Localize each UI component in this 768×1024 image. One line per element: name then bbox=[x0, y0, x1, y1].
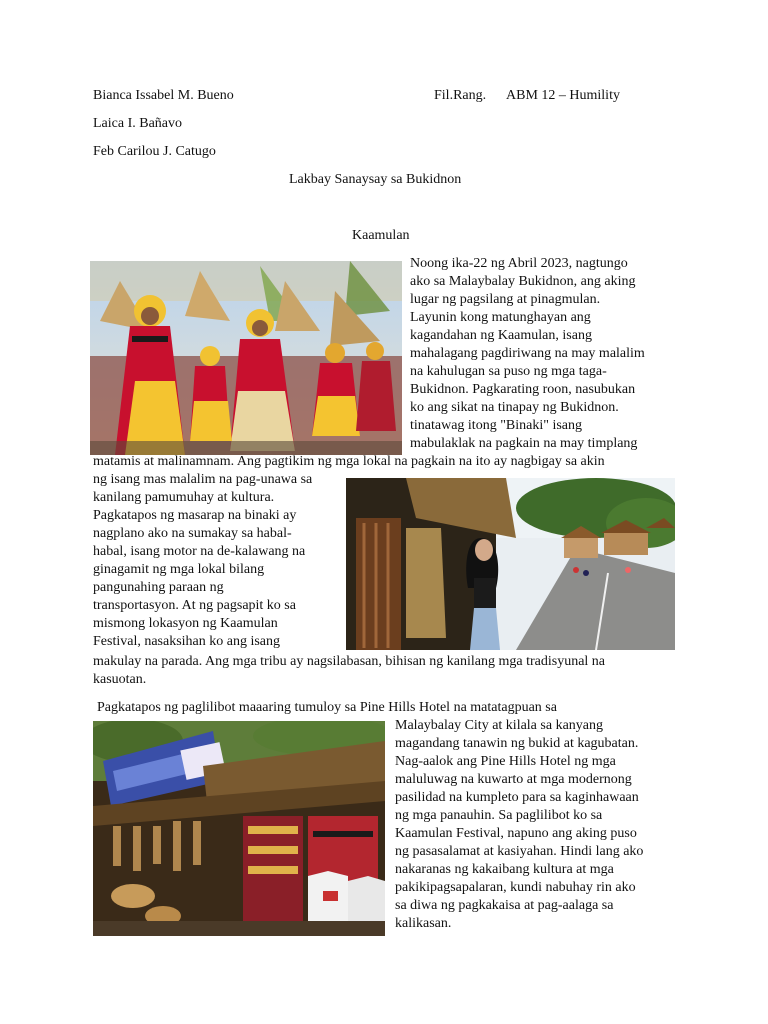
author-name-2: Laica I. Bañavo bbox=[93, 116, 183, 131]
section-name: ABM 12 – Humility bbox=[506, 88, 620, 103]
text-line: mismong lokasyon ng Kaamulan bbox=[93, 616, 278, 631]
text-line: Pagkatapos ng paglilibot maaaring tumuloy sa Pine Hills Hotel na matatagpuan sa bbox=[97, 700, 557, 715]
text-line: ng pasasalamat at kasiyahan. Hindi lang ako bbox=[395, 844, 644, 859]
text-line: pasilidad na kumpleto para sa kaginhawaan bbox=[395, 790, 639, 805]
text-line: Noong ika-22 ng Abril 2023, nagtungo bbox=[410, 256, 628, 271]
text-line: Kaamulan Festival, napuno ang aking puso bbox=[395, 826, 637, 841]
text-line: ako sa Malaybalay Bukidnon, ang aking bbox=[410, 274, 636, 289]
text-line: kagandahan ng Kaamulan, isang bbox=[410, 328, 592, 343]
author-name-3: Feb Carilou J. Catugo bbox=[93, 144, 216, 159]
text-line: ng isang mas malalim na pag-unawa sa bbox=[93, 472, 313, 487]
text-line: nagplano ako na sumakay sa habal- bbox=[93, 526, 292, 541]
text-line: nakaranas ng kakaibang kultura at mga bbox=[395, 862, 614, 877]
text-line: ginagamit ng mga lokal bilang bbox=[93, 562, 265, 577]
text-line: pangunahing paraan ng bbox=[93, 580, 224, 595]
author-name-1: Bianca Issabel M. Bueno bbox=[93, 88, 234, 103]
section-heading: Kaamulan bbox=[352, 228, 410, 243]
text-line: Layunin kong matunghayan ang bbox=[410, 310, 591, 325]
text-line: mabulaklak na pagkain na may timplang bbox=[410, 436, 638, 451]
market-stall-photo bbox=[93, 721, 385, 936]
text-line: habal, isang motor na de-kalawang na bbox=[93, 544, 306, 559]
text-line: magandang tanawin ng bukid at kagubatan. bbox=[395, 736, 639, 751]
text-line: sa diwa ng pagkakaisa at pag-aalaga sa bbox=[395, 898, 614, 913]
text-line: Pagkatapos ng masarap na binaki ay bbox=[93, 508, 297, 523]
document-title: Lakbay Sanaysay sa Bukidnon bbox=[289, 172, 462, 187]
text-line: ko ang sikat na tinapay ng Bukidnon. bbox=[410, 400, 619, 415]
text-line: transportasyon. At ng pagsapit ko sa bbox=[93, 598, 296, 613]
text-line: ng mga panauhin. Sa paglilibot ko sa bbox=[395, 808, 603, 823]
course-code: Fil.Rang. bbox=[434, 88, 487, 103]
text-line: pakikipagsapalaran, kundi nabuhay rin ako bbox=[395, 880, 636, 895]
text-line: Nag-aalok ang Pine Hills Hotel ng mga bbox=[395, 754, 616, 769]
text-line: Malaybalay City at kilala sa kanyang bbox=[395, 718, 603, 733]
text-line: tinatawag itong "Binaki" isang bbox=[410, 418, 583, 433]
text-line: mahalagang pagdiriwang na may malalim bbox=[410, 346, 645, 361]
text-line: na kahulugan sa puso ng mga taga- bbox=[410, 364, 607, 379]
text-line: Festival, nasaksihan ko ang isang bbox=[93, 634, 281, 649]
text-line: makulay na parada. Ang mga tribu ay nagsilabasan, bihisan ng kanilang mga tradisyunal na bbox=[93, 654, 606, 669]
festival-dancers-photo bbox=[90, 261, 402, 455]
text-line: kasuotan. bbox=[93, 672, 147, 687]
text-line: matamis at malinamnam. Ang pagtikim ng mga lokal na pagkain na ito ay nagbigay sa akin bbox=[93, 454, 605, 469]
text-line: lugar ng pagsilang at pinagmulan. bbox=[410, 292, 601, 307]
text-line: Bukidnon. Pagkarating roon, nasubukan bbox=[410, 382, 636, 397]
text-line: kalikasan. bbox=[395, 916, 452, 931]
street-photo bbox=[346, 478, 675, 650]
text-line: maluluwag na kuwarto at mga modernong bbox=[395, 772, 632, 787]
text-line: kanilang pamumuhay at kultura. bbox=[93, 490, 275, 505]
